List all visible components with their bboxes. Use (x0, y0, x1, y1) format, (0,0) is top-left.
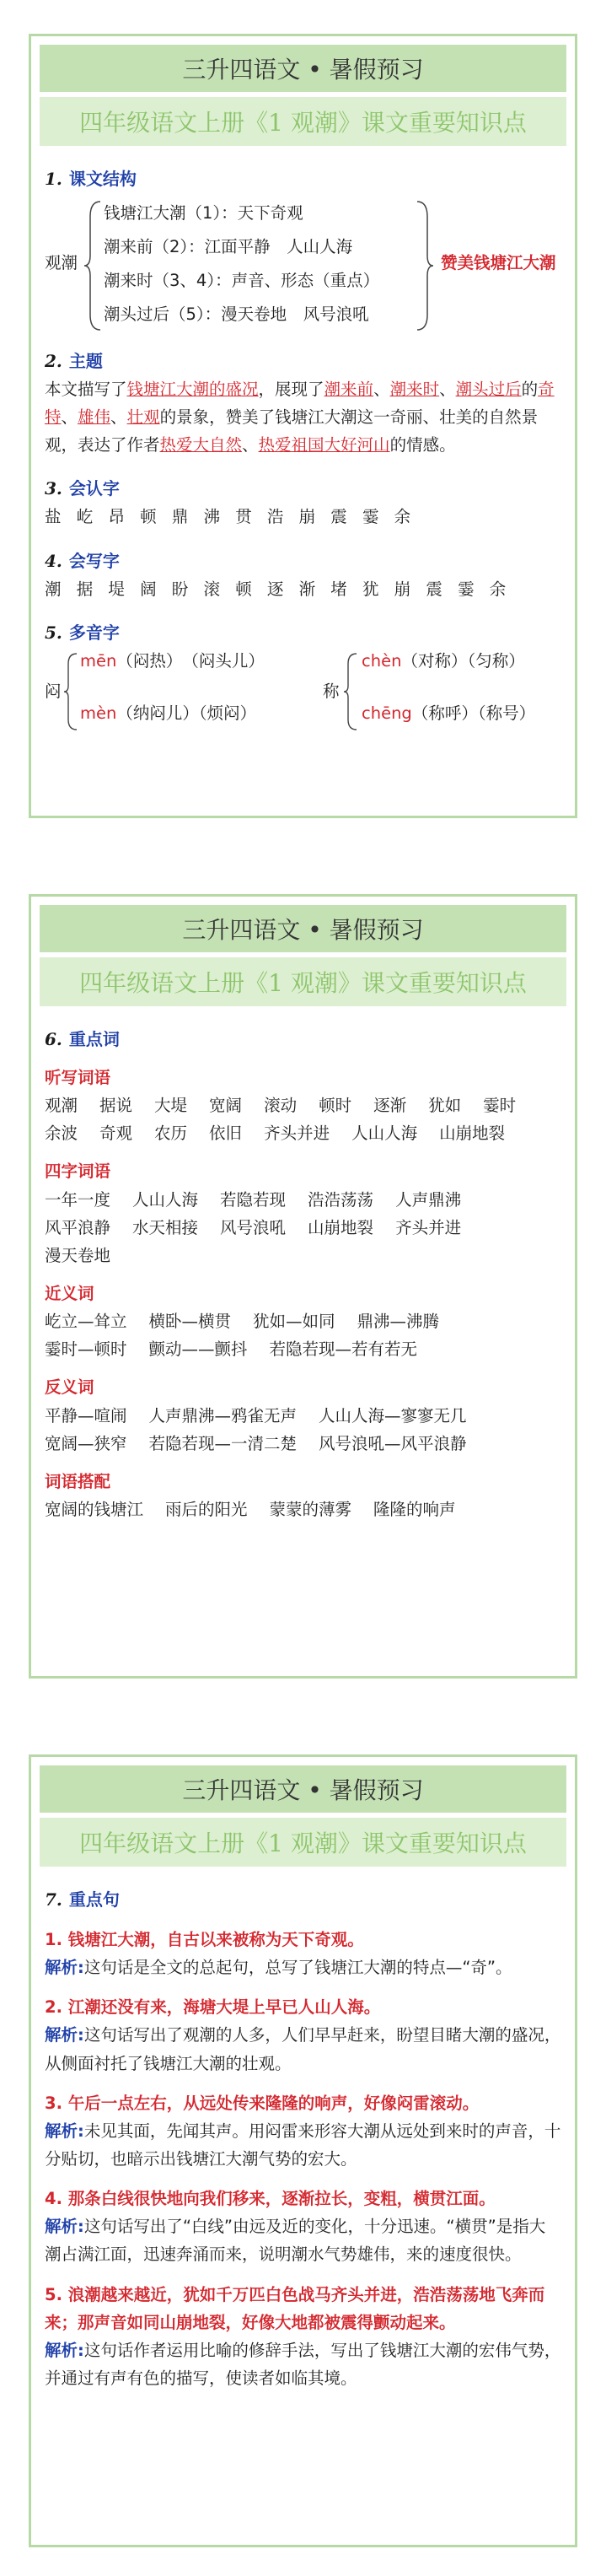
word-item: 屹立—耸立 (45, 1312, 127, 1332)
word-item: 宽阔的钱塘江 (45, 1499, 144, 1519)
word-item: 浩浩荡荡 (308, 1189, 374, 1210)
key-sentence: 5. 浪潮越来越近，犹如千万匹白色战马齐头并进，浩浩荡荡地飞奔而来；那声音如同山崩地裂，好像大地都被震得颤动起来。 (45, 2284, 545, 2332)
brace-icon (343, 652, 358, 731)
structure-line: 钱塘江大潮（1）：天下奇观 (104, 203, 303, 223)
key-sentence: 1. 钱塘江大潮，自古以来被称为天下奇观。 (45, 1930, 364, 1949)
word-row (45, 1091, 561, 1119)
word-item: 雨后的阳光 (165, 1499, 248, 1519)
word-item: 余波 (45, 1124, 78, 1144)
poly-reading: chēng（称呼）（称号） (362, 703, 536, 723)
word-item: 漫天卷地 (45, 1245, 111, 1265)
key-sentence: 3. 午后一点左右，从远处传来隆隆的响声，好像闷雷滚动。 (45, 2093, 480, 2113)
word-item: 山崩地裂 (439, 1124, 506, 1144)
card-header (40, 45, 566, 146)
structure-theme: 赞美钱塘江大潮 (441, 253, 556, 272)
section-heading: 2. 主题 (45, 351, 103, 371)
word-item: 颤动——颤抖 (148, 1339, 248, 1360)
structure-lines (104, 197, 379, 331)
section-heading: 1. 课文结构 (45, 169, 137, 189)
card-title: 三升四语文 • 暑假预习 (40, 45, 566, 92)
sentence-analysis (45, 2336, 561, 2392)
word-group-heading: 反义词 (45, 1377, 94, 1398)
card-subtitle: 四年级语文上册《1 观潮》课文重要知识点 (40, 957, 566, 1006)
sentence-analysis (45, 2212, 561, 2268)
card-header (40, 1765, 566, 1867)
word-row (45, 1430, 561, 1458)
analysis-text: 未见其面，先闻其声。用闷雷来形容大潮从远处到来时的声音，十分贴切，也暗示出钱塘江大潮气势的宏大。 (45, 2121, 561, 2169)
word-item: 奇观 (99, 1124, 133, 1144)
write-chars: 潮 据 堤 阔 盼 滚 顿 逐 渐 堵 犹 崩 震 霎 余 (45, 579, 512, 599)
word-item: 隆隆的响声 (373, 1499, 456, 1519)
word-item: 大堤 (154, 1096, 188, 1116)
word-item: 霎时 (483, 1096, 517, 1116)
word-group-heading: 词语搭配 (45, 1471, 111, 1491)
recognize-chars: 盐 屹 昂 顿 鼎 沸 贯 浩 崩 震 霎 余 (45, 507, 416, 527)
word-item: 齐头并进 (264, 1124, 330, 1144)
word-item: 齐头并进 (395, 1217, 462, 1237)
word-group-heading: 听写词语 (45, 1068, 111, 1087)
word-row (45, 1119, 561, 1147)
analysis-label: 解析: (45, 2340, 84, 2360)
analysis-label: 解析: (45, 1958, 84, 1978)
word-item: 依旧 (209, 1124, 243, 1144)
analysis-label: 解析: (45, 2025, 84, 2045)
word-group-heading: 四字词语 (45, 1161, 111, 1182)
word-item: 宽阔 (209, 1096, 243, 1116)
word-item: 人声鼎沸—鸦雀无声 (148, 1405, 298, 1425)
section-heading: 6. 重点词 (45, 1029, 120, 1049)
word-item: 蒙蒙的薄雾 (269, 1499, 352, 1519)
word-item: 人山人海 (351, 1124, 418, 1144)
word-item: 风号浪吼 (220, 1217, 287, 1237)
word-groups (45, 1064, 561, 1523)
key-sentences (45, 1926, 561, 2392)
poly-char: 称 (323, 681, 340, 701)
word-item: 若隐若现 (220, 1189, 287, 1210)
word-row (45, 1402, 561, 1430)
word-item: 一年一度 (45, 1189, 111, 1210)
word-item: 霎时—顿时 (45, 1339, 127, 1360)
poly-reading: chèn（对称）（匀称） (362, 650, 525, 671)
analysis-text: 这句话写出了观潮的人多，人们早早赶来，盼望目睹大潮的盛况，从侧面衬托了钱塘江大潮的壮观。 (45, 2025, 561, 2073)
card-3 (29, 1754, 577, 2547)
structure-root: 观潮 (45, 253, 78, 272)
word-row (45, 1495, 561, 1523)
word-item: 平静—喧闹 (45, 1405, 127, 1425)
word-item: 宽阔—狭窄 (45, 1433, 127, 1453)
section-heading: 7. 重点句 (45, 1889, 120, 1910)
word-item: 水天相接 (132, 1217, 199, 1237)
word-item: 据说 (99, 1096, 133, 1116)
analysis-text: 这句话是全文的总起句，总写了钱塘江大潮的特点—“奇”。 (83, 1958, 512, 1978)
word-item: 犹如—如同 (253, 1312, 335, 1332)
word-item: 山崩地裂 (308, 1217, 374, 1237)
word-item: 风号浪吼—风平浪静 (319, 1433, 467, 1453)
analysis-text: 这句话作者运用比喻的修辞手法，写出了钱塘江大潮的宏伟气势，并通过有声有色的描写，使读者如临其境。 (45, 2340, 561, 2388)
word-item: 人山人海 (132, 1189, 199, 1210)
word-row (45, 1242, 561, 1269)
word-item: 观潮 (45, 1096, 78, 1116)
sentence-analysis (45, 2117, 561, 2173)
poly-char: 闷 (45, 681, 62, 701)
polyphonic-chars (45, 647, 561, 740)
poly-reading: mēn（闷热） （闷头儿） (80, 650, 265, 671)
word-item: 若隐若现—一清二楚 (148, 1433, 298, 1453)
sentence-analysis (45, 2021, 561, 2077)
sentence-analysis (45, 1954, 561, 1981)
card-title: 三升四语文 • 暑假预习 (40, 1765, 566, 1813)
word-row (45, 1335, 561, 1363)
card-1 (29, 34, 577, 818)
card-title: 三升四语文 • 暑假预习 (40, 905, 566, 952)
word-item: 滚动 (264, 1096, 298, 1116)
word-item: 风平浪静 (45, 1217, 111, 1237)
word-item: 若隐若现—若有若无 (269, 1339, 418, 1360)
word-item: 顿时 (319, 1096, 352, 1116)
word-item: 犹如 (428, 1096, 462, 1116)
word-item: 横卧—横贯 (148, 1312, 232, 1332)
key-sentence: 4. 那条白线很快地向我们移来，逐渐拉长，变粗，横贯江面。 (45, 2189, 496, 2209)
text-structure (45, 197, 561, 331)
section-heading: 5. 多音字 (45, 622, 120, 643)
analysis-label: 解析: (45, 2217, 84, 2237)
structure-line: 潮头过后（5）：漫天卷地 风号浪吼 (104, 304, 369, 324)
section-heading: 4. 会写字 (45, 550, 120, 571)
left-brace-icon (83, 200, 102, 331)
theme-paragraph: 本文描写了钱塘江大潮的盛况，展现了潮来前、潮来时、潮头过后的奇特、雄伟、壮观的景象，赞美了钱塘江大潮这一奇丽、壮美的自然景观，表达了作者热爱大自然、热爱祖国大好河山的情感。 (45, 380, 555, 455)
card-header (40, 905, 566, 1006)
key-sentence: 2. 江潮还没有来，海塘大堤上早已人山人海。 (45, 1997, 381, 2018)
word-item: 逐渐 (373, 1096, 407, 1116)
structure-line: 潮来前（2）：江面平静 人山人海 (104, 237, 353, 256)
word-item: 人声鼎沸 (395, 1189, 462, 1210)
word-item: 人山人海—寥寥无几 (319, 1405, 467, 1425)
word-row (45, 1186, 561, 1214)
section-heading: 3. 会认字 (45, 478, 120, 499)
word-row (45, 1214, 561, 1242)
word-row (45, 1307, 561, 1335)
brace-icon (63, 652, 78, 731)
word-group-heading: 近义词 (45, 1283, 94, 1303)
word-item: 鼎沸—沸腾 (357, 1312, 440, 1332)
card-subtitle: 四年级语文上册《1 观潮》课文重要知识点 (40, 97, 566, 146)
structure-line: 潮来时（3、4）：声音、形态（重点） (104, 271, 380, 290)
card-2 (29, 894, 577, 1679)
analysis-label: 解析: (45, 2121, 84, 2141)
word-item: 农历 (154, 1124, 188, 1144)
poly-reading: mèn（纳闷儿）（烦闷） (80, 703, 257, 723)
card-subtitle: 四年级语文上册《1 观潮》课文重要知识点 (40, 1818, 566, 1867)
analysis-text: 这句话写出了“白线”由远及近的变化，十分迅速。“横贯”是指大潮占满江面，迅速奔涌而来，说明潮水气势雄伟，来的速度很快。 (45, 2217, 546, 2265)
right-brace-icon (416, 200, 434, 331)
